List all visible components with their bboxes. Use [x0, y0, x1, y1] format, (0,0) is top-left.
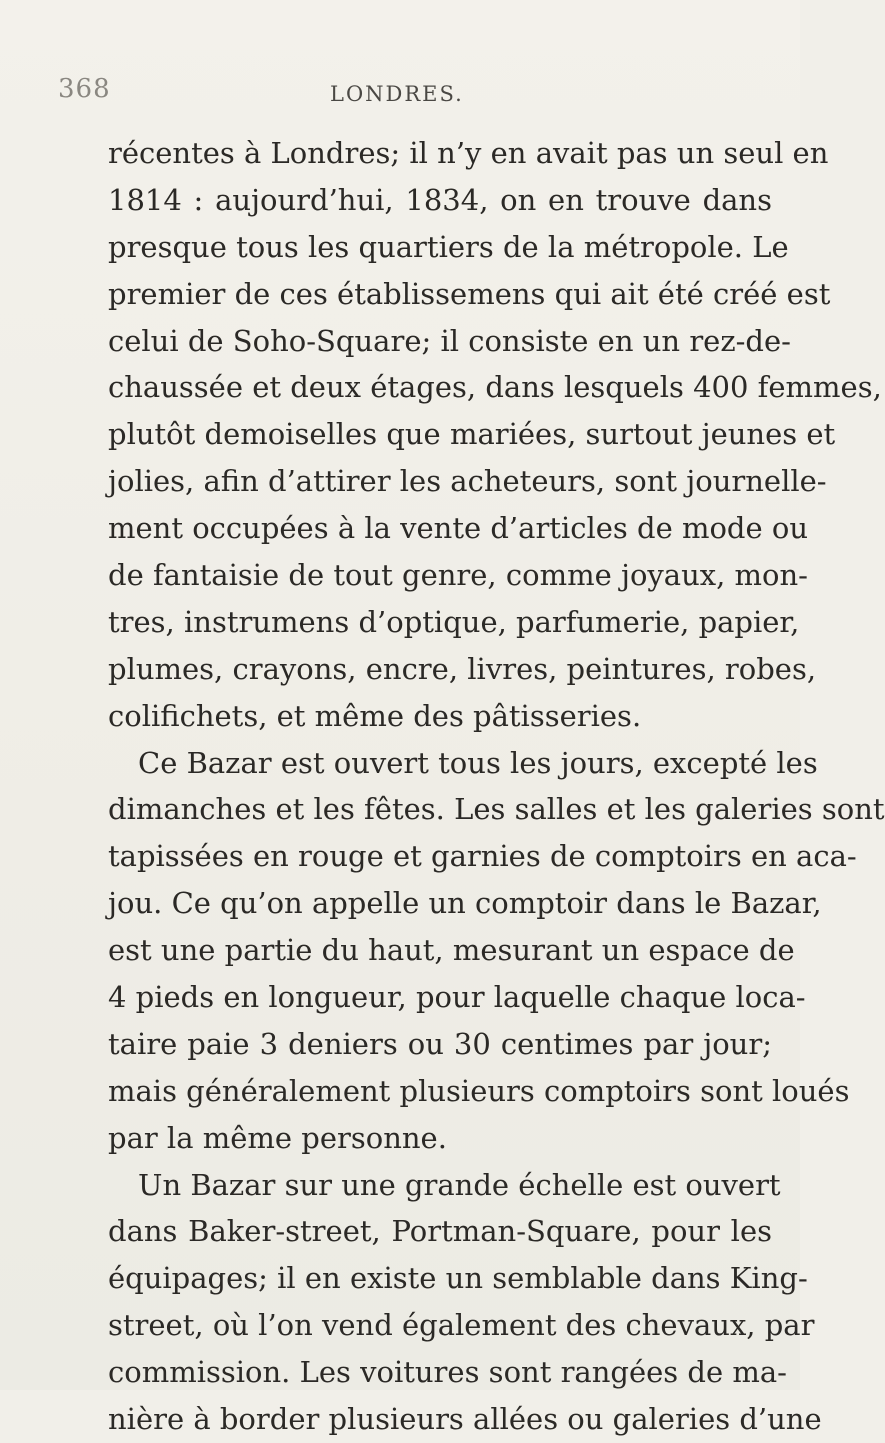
running-title: LONDRES. — [330, 82, 464, 106]
text-line: tres, instrumens d’optique, parfumerie, papier, — [108, 604, 800, 639]
text-line: Un Bazar sur une grande échelle est ouvert — [138, 1167, 781, 1202]
text-line: Ce Bazar est ouvert tous les jours, excepté les — [138, 745, 818, 780]
text-line: ment occupées à la vente d’articles de mode ou — [108, 511, 808, 546]
text-line: plutôt demoiselles que mariées, surtout jeunes et — [108, 417, 836, 452]
text-line: colifichets, et même des pâtisseries. — [108, 698, 642, 733]
text-line: street, où l’on vend également des chevaux, par — [108, 1308, 815, 1343]
text-line: 1814 : aujourd’hui, 1834, on en trouve dans — [108, 182, 772, 217]
text-line: presque tous les quartiers de la métropole. Le — [108, 229, 789, 264]
text-line: récentes à Londres; il n’y en avait pas un seul en — [108, 136, 829, 170]
text-line: chaussée et deux étages, dans lesquels 400 femmes, — [108, 370, 882, 405]
body-text — [108, 130, 885, 1443]
text-line: par la même personne. — [108, 1120, 447, 1155]
text-line: jolies, afin d’attirer les acheteurs, sont journelle- — [108, 464, 827, 499]
text-line: taire paie 3 deniers ou 30 centimes par jour; — [108, 1026, 772, 1061]
text-line: commission. Les voitures sont rangées de ma- — [108, 1355, 787, 1390]
text-line: celui de Soho-Square; il consiste en un rez-de- — [108, 323, 791, 358]
text-line: de fantaisie de tout genre, comme joyaux, mon- — [108, 558, 808, 593]
text-line: nière à border plusieurs allées ou galeries d’une — [108, 1402, 822, 1437]
text-line: jou. Ce qu’on appelle un comptoir dans le Bazar, — [108, 886, 822, 921]
text-line: dans Baker-street, Portman-Square, pour les — [108, 1214, 772, 1249]
text-line: tapissées en rouge et garnies de comptoirs en aca- — [108, 839, 857, 874]
text-line: plumes, crayons, encre, livres, peintures, robes, — [108, 651, 817, 686]
text-line: dimanches et les fêtes. Les salles et les galeries sont — [108, 792, 885, 827]
page-number: 368 — [58, 74, 111, 104]
text-line: premier de ces établissemens qui ait été créé est — [108, 276, 831, 311]
text-line: mais généralement plusieurs comptoirs sont loués — [108, 1073, 850, 1108]
text-line: 4 pieds en longueur, pour laquelle chaque loca- — [108, 980, 806, 1015]
text-line: équipages; il en existe un semblable dans King- — [108, 1261, 808, 1296]
text-line: est une partie du haut, mesurant un espace de — [108, 933, 795, 968]
